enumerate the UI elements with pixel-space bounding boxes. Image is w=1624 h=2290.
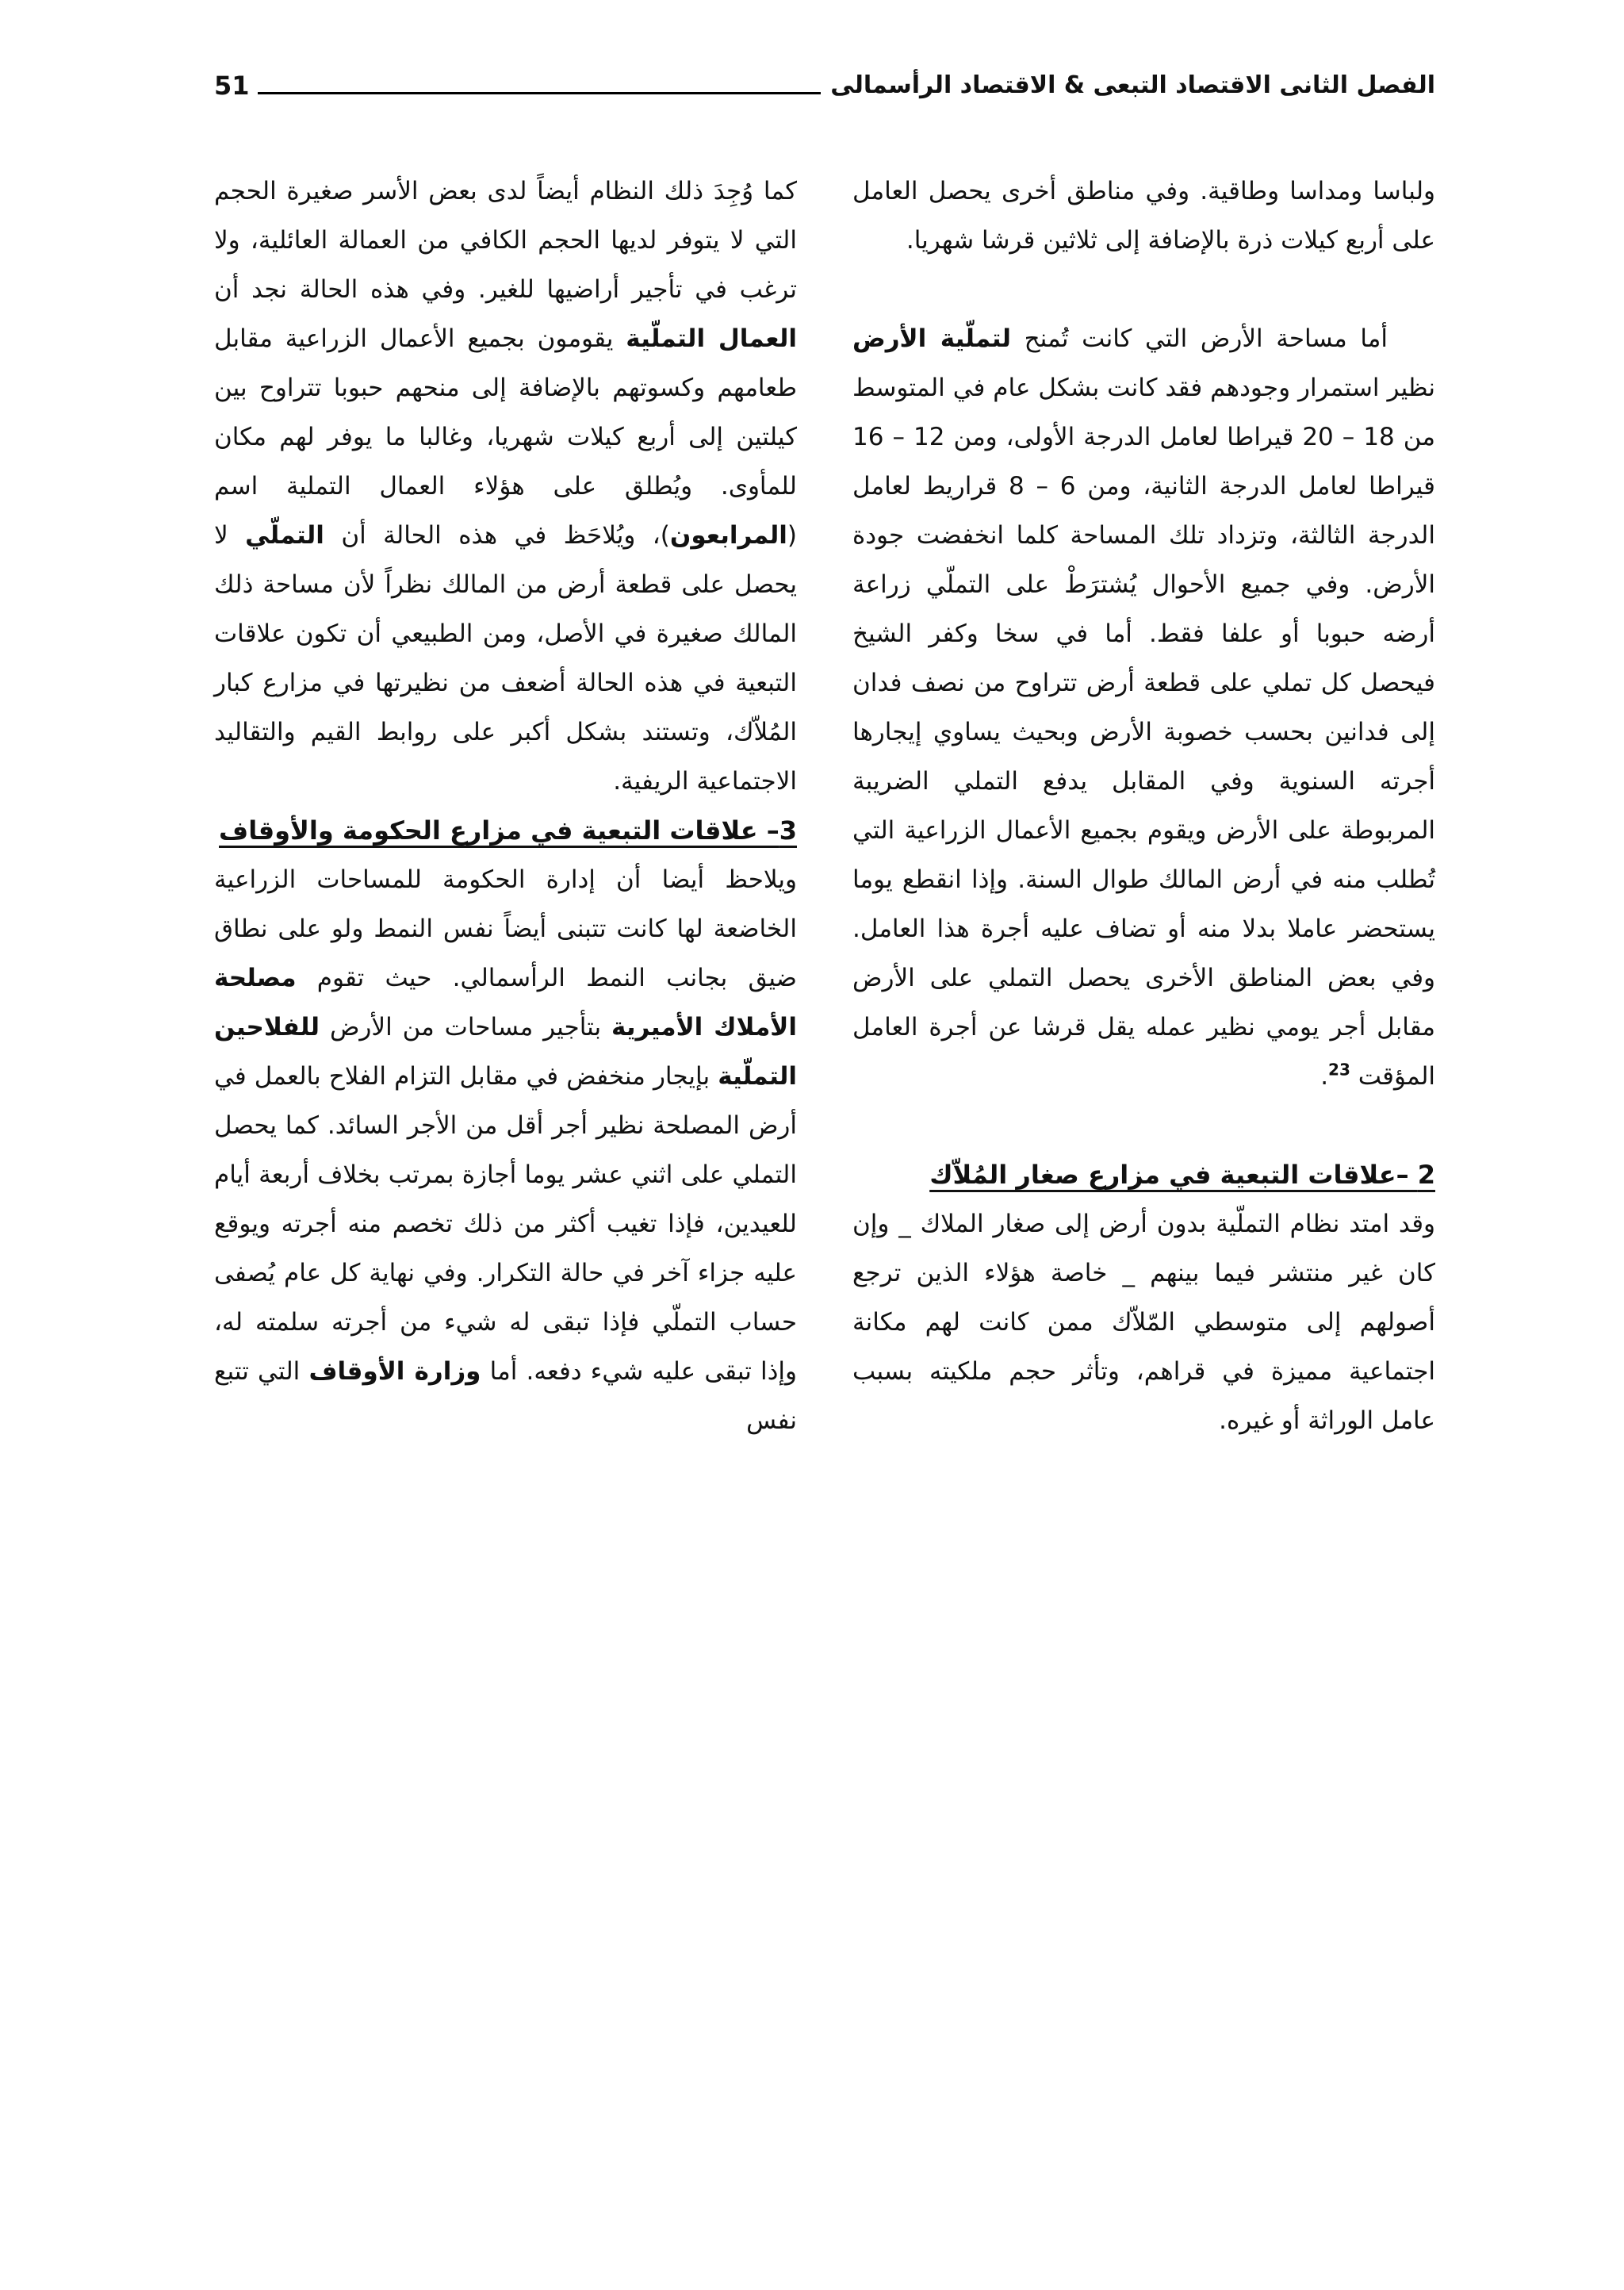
running-header [214,62,1435,109]
bold-term: المرابعون [669,521,787,550]
left-paragraph-1 [214,167,797,806]
right-paragraph-1: ولباسا ومداسا وطاقية. وفي مناطق أخرى يحصل العامل على أربع كيلات ذرة بالإضافة إلى ثلاثين قرشا شهريا. [852,177,1435,255]
bold-term: للفلاحين التملّية [214,1013,797,1091]
text-run: ويلاحظ أيضا أن إدارة الحكومة للمساحات الزراعية الخاضعة لها كانت تتبنى أيضاً نفس النمط ولو على نطاق ضيق بجانب النمط الرأسمالي. حيث تقوم [214,865,797,992]
bold-term: مصلحة الأملاك الأميرية [214,964,797,1041]
text-run: التي تتبع نفس [214,1357,797,1435]
left-paragraph-2 [214,855,797,1445]
bold-term: لتملّية الأرض [852,324,1011,353]
right-column [852,167,1435,1445]
left-column [214,167,797,1445]
text-run: )، ويُلاحَظ في هذه الحالة أن [324,521,670,550]
text-run: بإيجار منخفض في مقابل التزام الفلاح بالعمل في أرض المصلحة نظير أجر أقل من الأجر السائد. كما يحصل التملي على اثني عشر يوما أجازة بمرتب بخلاف أربعة أيام للعيدين، فإذا تغيب أكثر من ذلك تخصم منه أجرته ويوقع عليه جزاء آخر في حالة التكرار. وفي نهاية كل عام يُصفى حساب التملّي فإذا تبقى له شيء من أجرته سلمته له، وإذا تبقى عليه شيء دفعه. أما [214,1062,798,1386]
text-run: بتأجير مساحات من الأرض [320,1013,612,1041]
section-heading-3: 3– علاقات التبعية في مزارع الحكومة والأوقاف [219,815,797,846]
text-run: كما وُجِدَ ذلك النظام أيضاً لدى بعض الأسر صغيرة الحجم التي لا يتوفر لديها الحجم الكافي من العمالة العائلية، ولا ترغب في تأجير أراضيها للغير. وفي هذه الحالة نجد أن [214,177,797,304]
chapter-title: الفصل الثانى الاقتصاد التبعى & الاقتصاد الرأسمالى [821,62,1435,109]
text-run: . [1320,1062,1329,1091]
bold-term: وزارة الأوقاف [308,1357,481,1386]
paragraph-gap [852,265,1435,314]
text-run: نظير استمرار وجودهم فقد كانت بشكل عام في المتوسط من 18 – 20 قيراطا لعامل الدرجة الأولى، ومن 12 – 16 قيراطا لعامل الدرجة الثانية، ومن 6 – 8 قراريط لعامل الدرجة الثالثة، وتزداد تلك المساحة كلما انخفضت جودة الأرض. وفي جميع الأحوال يُشترَطْ على التملّي زراعة أرضه حبوبا أو علفا فقط. أما في سخا وكفر الشيخ فيحصل كل تملي على قطعة أرض تتراوح من نصف فدان إلى فدانين بحسب خصوبة الأرض وبحيث يساوي إيجارها أجرته السنوية وفي المقابل يدفع التملي الضريبة المربوطة على الأرض ويقوم بجميع الأعمال الزراعية التي تُطلب منه في أرض المالك طوال السنة. وإذا انقطع يوما يستحضر عاملا بدلا منه أو تضاف عليه أجرة هذا العامل. وفي بعض المناطق الأخرى يحصل التملي على الأرض مقابل أجر يومي نظير عمله يقل قرشا عن أجرة العامل المؤقت [852,374,1435,1091]
paragraph-gap [852,1101,1435,1150]
page-number: 51 [214,62,256,109]
text-run: أما مساحة الأرض التي كانت تُمنح [1011,324,1388,353]
bold-term: العمال التملّية [626,324,797,353]
text-run: لا يحصل على قطعة أرض من المالك نظراً لأن مساحة ذلك المالك صغيرة في الأصل، ومن الطبيعي أن تكون علاقات التبعية في هذه الحالة أضعف من نظيرتها في مزارع كبار المُلاّك، وتستند بشكل أكبر على روابط القيم والتقاليد الاجتماعية الريفية. [214,521,797,796]
text-run: يقومون بجميع الأعمال الزراعية مقابل طعامهم وكسوتهم بالإضافة إلى منحهم حبوبا تتراوح بين كيلتين إلى أربع كيلات شهريا، وغالبا ما يوفر لهم مكان للمأوى. ويُطلق على هؤلاء العمال التملية اسم ( [214,324,797,550]
bold-term: التملّي [245,521,324,550]
right-paragraph-3: وقد امتد نظام التملّية بدون أرض إلى صغار الملاك _ وإن كان غير منتشر فيما بينهم _ خاصة هؤلاء الذين ترجع أصولهم إلى متوسطي المّلاّك ممن كانت لهم مكانة اجتماعية مميزة في قراهم، وتأثر حجم ملكيته بسبب عامل الوراثة أو غيره. [852,1210,1435,1435]
footnote-ref-23[interactable]: 23 [1328,1060,1350,1080]
section-heading-2: 2 –علاقات التبعية في مزارع صغار المُلاّك [929,1160,1435,1190]
right-paragraph-2 [852,314,1435,1101]
